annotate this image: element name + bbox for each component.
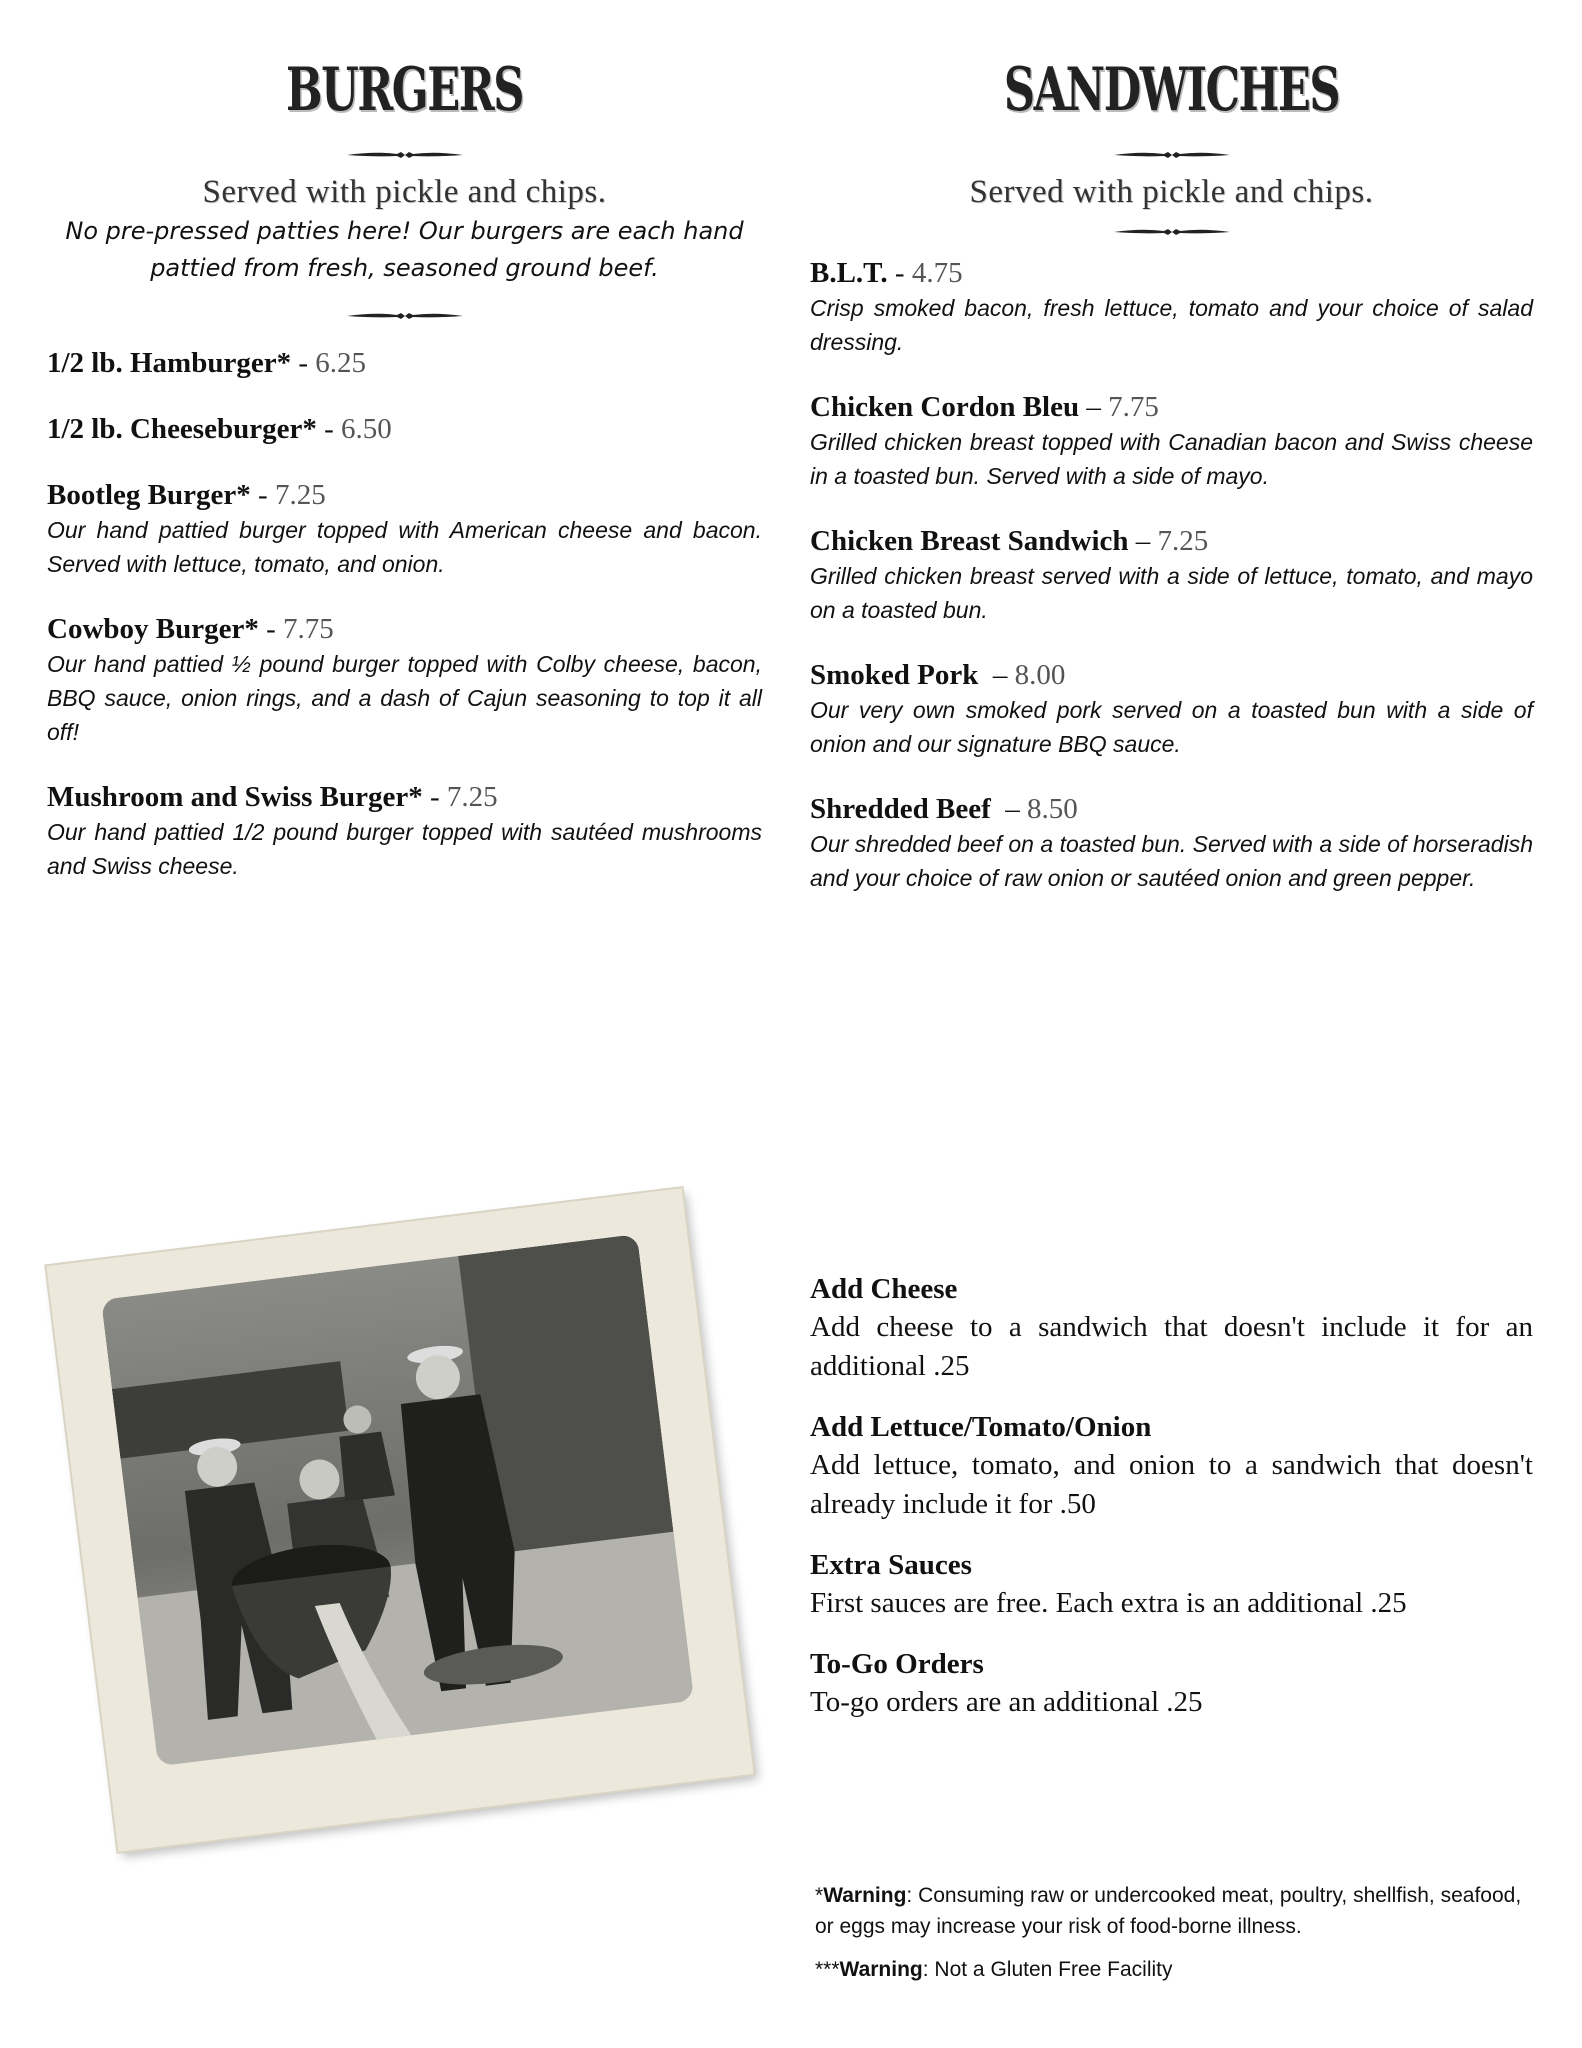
warning-prefix: *** — [815, 1958, 840, 1981]
menu-item-name: Bootleg Burger* — [47, 479, 251, 511]
vintage-photo — [46, 1188, 753, 1852]
menu-item — [47, 345, 762, 381]
menu-item-separator: – — [1079, 391, 1109, 423]
menu-item-price: 4.75 — [911, 257, 963, 289]
extra-item — [810, 1546, 1533, 1623]
menu-item-heading — [810, 389, 1533, 425]
menu-item-heading — [47, 345, 762, 381]
menu-item-heading — [47, 611, 762, 647]
warnings-section — [815, 1880, 1535, 1997]
extra-title: Extra Sauces — [810, 1549, 972, 1581]
menu-item-heading — [810, 255, 1533, 291]
menu-item-price: 6.25 — [315, 347, 367, 379]
menu-item-name: Smoked Pork — [810, 659, 979, 691]
menu-item — [810, 255, 1533, 359]
menu-item-price: 8.00 — [1014, 659, 1066, 691]
extra-item — [810, 1645, 1533, 1722]
menu-item-description: Grilled chicken breast served with a side of lettuce, tomato, and mayo on a toasted bun. — [810, 563, 1533, 623]
menu-item-description: Grilled chicken breast topped with Canadian bacon and Swiss cheese in a toasted bun. Served with a side of mayo. — [810, 429, 1533, 489]
extra-text: Add lettuce, tomato, and onion to a sandwich that doesn't already include it for .50 — [810, 1449, 1533, 1520]
menu-item — [47, 477, 762, 581]
extra-text: To-go orders are an additional .25 — [810, 1686, 1203, 1718]
extra-item — [810, 1270, 1533, 1386]
burgers-intro: No pre-pressed patties here! Our burgers are each hand pattied from fresh, seasoned ground beef. — [65, 217, 744, 282]
warning-text: : Not a Gluten Free Facility — [922, 1958, 1173, 1981]
menu-item — [47, 411, 762, 447]
menu-item-description: Crisp smoked bacon, fresh lettuce, tomato and your choice of salad dressing. — [810, 295, 1533, 355]
ornament-divider-icon — [1112, 148, 1232, 162]
menu-item-name: Cowboy Burger* — [47, 613, 259, 645]
menu-item-price: 6.50 — [341, 413, 392, 445]
burgers-title: BURGERS — [286, 55, 523, 125]
extra-title: Add Lettuce/Tomato/Onion — [810, 1411, 1152, 1443]
burgers-section — [47, 55, 762, 883]
menu-item — [47, 611, 762, 749]
burgers-subtitle: Served with pickle and chips. — [202, 174, 607, 210]
menu-item-name: 1/2 lb. Hamburger* — [47, 347, 292, 379]
menu-item-name: 1/2 lb. Cheeseburger* — [47, 413, 317, 445]
extra-title: To-Go Orders — [810, 1648, 984, 1680]
menu-item-description: Our shredded beef on a toasted bun. Served with a side of horseradish and your choice of raw onion or sautéed onion and green pepper. — [810, 831, 1533, 891]
sandwiches-list — [810, 255, 1533, 895]
menu-item-price: 7.75 — [1108, 391, 1159, 423]
ornament-divider-icon — [345, 309, 465, 323]
menu-item-name: Chicken Cordon Bleu — [810, 391, 1080, 423]
menu-item-price: 7.25 — [274, 479, 326, 511]
extra-item — [810, 1408, 1533, 1524]
menu-item-name: Mushroom and Swiss Burger* — [47, 781, 423, 813]
menu-item-separator: - — [258, 613, 284, 645]
menu-item-heading — [810, 791, 1533, 827]
menu-item — [47, 779, 762, 883]
menu-item-separator: - — [291, 347, 316, 379]
menu-item-separator: – — [1128, 525, 1158, 557]
sandwiches-title: SANDWICHES — [1003, 55, 1340, 125]
menu-item-separator: - — [250, 479, 275, 511]
menu-item-price: 8.50 — [1026, 793, 1078, 825]
menu-item-separator: - — [887, 257, 912, 289]
prohibition-scene-illustration — [101, 1234, 694, 1766]
menu-item — [810, 791, 1533, 895]
menu-item — [810, 523, 1533, 627]
menu-item — [810, 389, 1533, 493]
vintage-photo-image — [101, 1234, 694, 1766]
menu-item-price: 7.75 — [283, 613, 334, 645]
menu-item-description: Our hand pattied 1/2 pound burger topped with sautéed mushrooms and Swiss cheese. — [47, 819, 762, 879]
sandwiches-subtitle: Served with pickle and chips. — [969, 174, 1374, 210]
burgers-list — [47, 345, 762, 883]
menu-item-separator: – — [990, 793, 1027, 825]
menu-item-heading — [47, 779, 762, 815]
menu-item-heading — [810, 523, 1533, 559]
sandwiches-section — [810, 55, 1533, 895]
menu-item-separator: – — [978, 659, 1015, 691]
menu-item-heading — [47, 411, 762, 447]
menu-item-price: 7.25 — [1157, 525, 1209, 557]
extra-text: Add cheese to a sandwich that doesn't include it for an additional .25 — [810, 1311, 1533, 1382]
extra-text: First sauces are free. Each extra is an additional .25 — [810, 1587, 1407, 1619]
menu-item-description: Our very own smoked pork served on a toasted bun with a side of onion and our signature BBQ sauce. — [810, 697, 1533, 757]
menu-item-heading — [810, 657, 1533, 693]
extras-section — [810, 1270, 1533, 1744]
menu-item — [810, 657, 1533, 761]
warning-label: Warning — [839, 1958, 923, 1981]
menu-item-name: Chicken Breast Sandwich — [810, 525, 1129, 557]
menu-item-name: Shredded Beef — [810, 793, 991, 825]
warning-prefix: * — [815, 1884, 824, 1907]
warning-note — [815, 1880, 1535, 1942]
ornament-divider-icon — [1112, 225, 1232, 239]
warning-text: : Consuming raw or undercooked meat, poultry, shellfish, seafood, or eggs may increase your risk of food-borne illness. — [815, 1884, 1522, 1938]
menu-item-description: Our hand pattied ½ pound burger topped with Colby cheese, bacon, BBQ sauce, onion rings, and a dash of Cajun seasoning to top it all off! — [47, 651, 762, 745]
menu-item-separator: - — [422, 781, 447, 813]
warning-label: Warning — [823, 1884, 907, 1907]
warning-note — [815, 1954, 1535, 1985]
extra-title: Add Cheese — [810, 1273, 958, 1305]
menu-item-heading — [47, 477, 762, 513]
menu-item-description: Our hand pattied burger topped with American cheese and bacon. Served with lettuce, tomato, and onion. — [47, 517, 762, 577]
ornament-divider-icon — [345, 148, 465, 162]
menu-item-price: 7.25 — [446, 781, 498, 813]
menu-item-name: B.L.T. — [810, 257, 888, 289]
menu-item-separator: - — [316, 413, 342, 445]
